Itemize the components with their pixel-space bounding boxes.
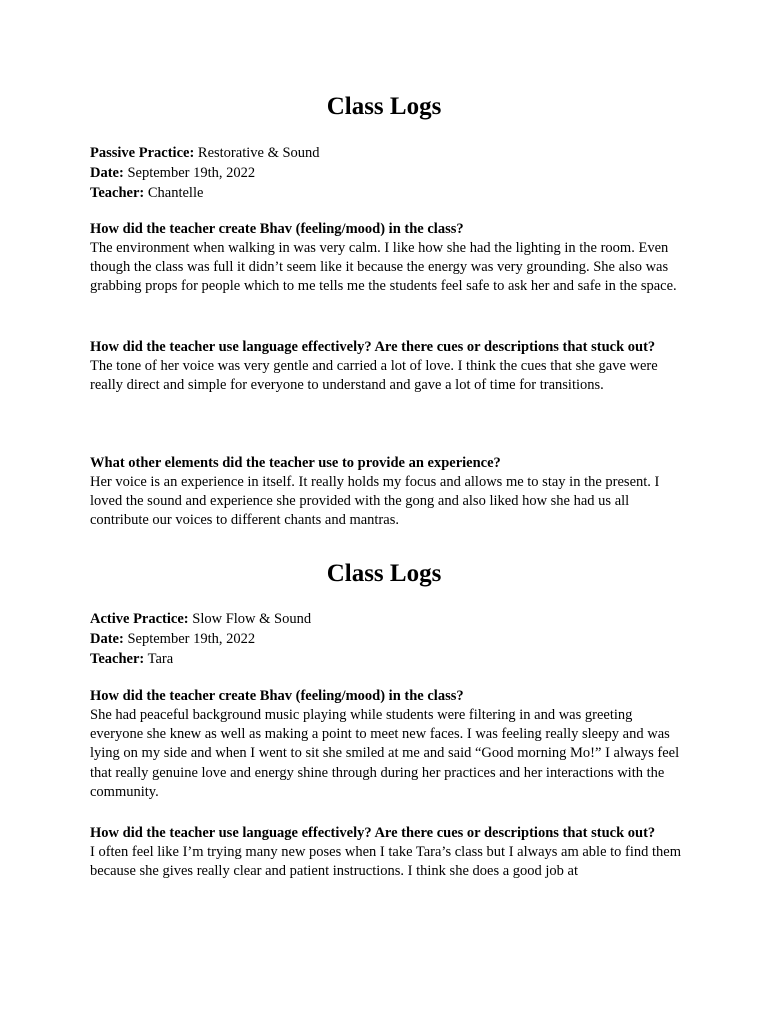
answer: She had peaceful background music playing while students were filtering in and was greeting everyone she knew as well as making a point to meet new faces. I was feeling really sleepy and was lying on my side and when I went to sit she smiled at me and said “Good morning Mo!” I always feel that really genuine love and energy shine through during her practices and her interactions with the community. (90, 706, 680, 801)
qa-block (90, 338, 686, 395)
date-label: Date: (90, 165, 124, 181)
date-label: Date: (90, 631, 124, 647)
answer: I often feel like I’m trying many new poses when I take Tara’s class but I always am able to find them because she gives really clear and patient instructions. I think she does a good job at (90, 843, 682, 879)
teacher-value: Tara (147, 651, 174, 667)
qa-block (90, 687, 686, 803)
practice-label: Passive Practice: (90, 145, 195, 161)
teacher-value: Chantelle (147, 185, 204, 201)
practice-value: Slow Flow & Sound (192, 611, 312, 627)
qa-block (90, 220, 686, 297)
question: What other elements did the teacher use to provide an experience? (90, 455, 501, 471)
qa-block (90, 824, 686, 881)
date-line (90, 629, 686, 649)
practice-value: Restorative & Sound (197, 145, 320, 161)
log-meta (90, 143, 686, 203)
practice-label: Active Practice: (90, 611, 189, 627)
date-value: September 19th, 2022 (127, 165, 256, 181)
question: How did the teacher create Bhav (feeling/mood) in the class? (90, 221, 464, 237)
practice-line (90, 609, 686, 629)
log-meta (90, 609, 686, 669)
answer: The environment when walking in was very calm. I like how she had the lighting in the room. Even though the class was full it didn’t seem like it because the energy was very grounding. She also was grabbing props for people which to me tells me the students feel safe to ask her and safe in the space. (90, 239, 677, 295)
date-value: September 19th, 2022 (127, 631, 256, 647)
question: How did the teacher use language effectively? Are there cues or descriptions that stuck out? (90, 339, 656, 355)
qa-block (90, 454, 686, 531)
date-line (90, 163, 686, 183)
teacher-label: Teacher: (90, 185, 145, 201)
question: How did the teacher use language effectively? Are there cues or descriptions that stuck out? (90, 825, 656, 841)
teacher-label: Teacher: (90, 651, 145, 667)
log-title: Class Logs (326, 560, 442, 587)
teacher-line (90, 649, 686, 669)
answer: Her voice is an experience in itself. It really holds my focus and allows me to stay in the present. I loved the sound and experience she provided with the gong and also liked how she had us all contribute our voices to different chants and mantras. (90, 473, 660, 529)
practice-line (90, 143, 686, 163)
question: How did the teacher create Bhav (feeling/mood) in the class? (90, 688, 464, 704)
answer: The tone of her voice was very gentle and carried a lot of love. I think the cues that she gave were really direct and simple for everyone to understand and gave a lot of time for transitions. (90, 357, 658, 393)
log-title: Class Logs (326, 93, 442, 120)
teacher-line (90, 183, 686, 203)
